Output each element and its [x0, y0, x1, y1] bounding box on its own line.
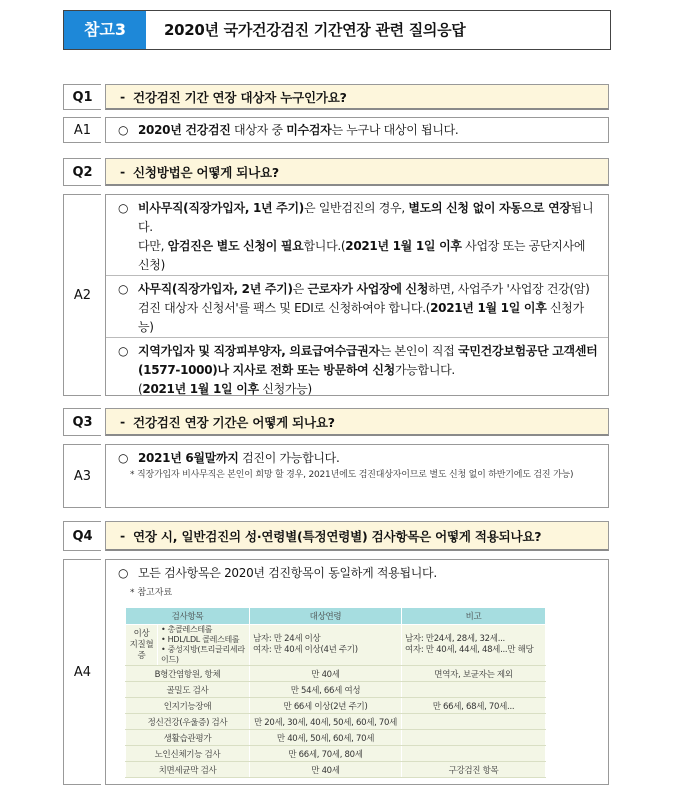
answer-text: ( — [138, 382, 143, 396]
table-row — [126, 682, 546, 698]
table-cell-note: 면역자, 보균자는 제외 — [402, 666, 546, 682]
circle-bullet-icon: ○ — [118, 566, 129, 580]
answer-text-bold: 2021년 1월 1일 이후 — [430, 301, 547, 315]
table-cell-age: 만 66세, 70세, 80세 — [250, 746, 402, 762]
answer-text: 모든 검사항목은 2020년 검진항목이 동일하게 적용됩니다. — [138, 566, 437, 580]
question-text — [105, 158, 609, 186]
answer-row-1 — [63, 117, 609, 143]
table-cell-age: 만 20세, 30세, 40세, 50세, 60세, 70세 — [250, 714, 402, 730]
table-header-cell: 검사항목 — [126, 608, 250, 625]
question-label: Q3 — [63, 408, 101, 436]
answer-text: 합니다.( — [303, 239, 346, 253]
answer-text-bold: 사무직(직장가입자, 2년 주기) — [138, 282, 293, 296]
table-cell-age: 만 66세 이상(2년 주기) — [250, 698, 402, 714]
answer-text-bold: 비사무직(직장가입자, 1년 주기) — [138, 201, 304, 215]
answer-text-bold: 2021년 1월 1일 이후 — [345, 239, 462, 253]
dash-mark: - — [120, 89, 125, 104]
answer-label: A2 — [63, 194, 101, 396]
question-text — [105, 84, 609, 110]
answer-text: 은 — [292, 282, 308, 296]
table-cell-age: 남자: 만 24세 이상 여자: 만 40세 이상(4년 주기) — [250, 625, 402, 666]
answer-item — [106, 275, 608, 337]
answer-text-bold: 미수검자 — [286, 123, 332, 137]
answer-text: 됩니다. — [138, 201, 594, 234]
answer-text: 사업장 또는 공단지사에 신청) — [138, 239, 586, 272]
answer-text: 은 일반검진의 경우, — [303, 201, 409, 215]
answer-row-2 — [63, 194, 609, 396]
answer-text: 검진이 가능합니다. — [238, 451, 340, 465]
table-cell-note — [402, 730, 546, 746]
answer-text-bold: 2021년 6월말까지 — [138, 451, 239, 465]
table-cell-note: 구강검진 항목 — [402, 762, 546, 778]
table-cell-item: 노인신체기능 검사 — [126, 746, 250, 762]
table-cell-note — [402, 682, 546, 698]
table-cell-note: 남자: 만24세, 28세, 32세... 여자: 만 40세, 44세, 48세...만 해당 — [402, 625, 546, 666]
question-row-4 — [63, 521, 609, 551]
answer-text-bold: 2020년 건강검진 — [138, 123, 231, 137]
answer-text-bold: 근로자가 사업장에 신청 — [307, 282, 429, 296]
table-cell-note — [402, 746, 546, 762]
question-text — [105, 408, 609, 436]
table-header-row — [126, 608, 546, 625]
answer-text-bold: 암검진은 별도 신청이 필요 — [167, 239, 304, 253]
answer-box — [105, 194, 609, 396]
question-label: Q1 — [63, 84, 101, 110]
answer-text: 는 본인이 직접 — [379, 344, 459, 358]
table-cell-item: 정신건강(우울증) 검사 — [126, 714, 250, 730]
circle-bullet-icon: ○ — [118, 123, 129, 137]
table-cell-item: 치면세균막 검사 — [126, 762, 250, 778]
table-cell-item: 생활습관평가 — [126, 730, 250, 746]
answer-item — [106, 445, 608, 468]
circle-bullet-icon: ○ — [118, 282, 129, 296]
answer-label: A1 — [63, 117, 101, 143]
circle-bullet-icon: ○ — [118, 344, 129, 358]
answer-row-3 — [63, 444, 609, 508]
footnote: * 직장가입자 비사무직은 본인이 희망 할 경우, 2021년에도 검진대상자이므로 별도 신청 없이 하반기에도 검진 가능) — [130, 470, 574, 480]
table-cell-note: 만 66세, 68세, 70세... — [402, 698, 546, 714]
question-text — [105, 521, 609, 551]
answer-item — [106, 195, 608, 275]
question-row-3 — [63, 408, 609, 436]
answer-label: A4 — [63, 559, 101, 785]
answer-text: 신청가능) — [138, 301, 584, 334]
answer-item — [106, 337, 608, 395]
reference-table — [125, 607, 546, 778]
answer-text-bold: 지역가입자 및 직장피부양자, 의료급여수급권자 — [138, 344, 380, 358]
answer-item — [106, 118, 608, 144]
table-cell-age: 만 40세 — [250, 762, 402, 778]
reference-note: * 참고자료 — [130, 588, 173, 598]
table-row — [126, 762, 546, 778]
answer-text: 다만, — [138, 239, 168, 253]
table-header-cell: 대상연령 — [250, 608, 402, 625]
table-row — [126, 746, 546, 762]
table-cell-age: 만 40세 — [250, 666, 402, 682]
answer-text-bold: 국민건강보험공단 고객센터(1577-1000)나 지사로 전화 또는 방문하여 신청 — [138, 344, 598, 377]
answer-text-bold: 2021년 1월 1일 이후 — [142, 382, 259, 396]
reference-badge: 참고3 — [64, 11, 146, 49]
circle-bullet-icon: ○ — [118, 451, 129, 465]
answer-text: 가능합니다. — [394, 363, 455, 377]
answer-box — [105, 117, 609, 143]
table-header-cell: 비고 — [402, 608, 546, 625]
table-cell-age: 만 40세, 50세, 60세, 70세 — [250, 730, 402, 746]
table-cell-item: B형간염항원, 항체 — [126, 666, 250, 682]
table-row — [126, 666, 546, 682]
dash-mark: - — [120, 528, 125, 543]
table-row — [126, 698, 546, 714]
table-row — [126, 625, 546, 666]
answer-text-bold: 별도의 신청 없이 자동으로 연장 — [408, 201, 571, 215]
question-body: 건강검진 연장 기간은 어떻게 되나요? — [133, 414, 335, 430]
document-header — [63, 10, 611, 50]
table-cell-category: 이상 지질혈증 — [126, 625, 158, 666]
question-row-1 — [63, 84, 609, 110]
answer-item — [106, 560, 608, 583]
question-body: 건강검진 기간 연장 대상자 누구인가요? — [133, 89, 347, 105]
question-body: 신청방법은 어떻게 되나요? — [133, 164, 279, 180]
document-title: 2020년 국가건강검진 기간연장 관련 질의응답 — [164, 21, 466, 39]
table-cell-note — [402, 714, 546, 730]
answer-box — [105, 444, 609, 508]
table-cell-item: 골밀도 검사 — [126, 682, 250, 698]
table-cell-age: 만 54세, 66세 여성 — [250, 682, 402, 698]
circle-bullet-icon: ○ — [118, 201, 129, 215]
dash-mark: - — [120, 414, 125, 429]
question-row-2 — [63, 158, 609, 186]
dash-mark: - — [120, 164, 125, 179]
table-row — [126, 730, 546, 746]
table-cell-item: • 총콜레스테롤 • HDL/LDL 콜레스테롤 • 중성지방(트리글리세라이드) — [158, 625, 250, 666]
table-cell-item: 인지기능장애 — [126, 698, 250, 714]
answer-text: 는 누구나 대상이 됩니다. — [331, 123, 459, 137]
answer-text: 하면, 사업주가 '사업장 건강(암)검진 대상자 신청서'를 팩스 및 EDI로 신청하여야 합니다.( — [138, 282, 590, 315]
question-body: 연장 시, 일반검진의 성·연령별(특정연령별) 검사항목은 어떻게 적용되나요? — [133, 528, 542, 544]
answer-text: 신청가능) — [258, 382, 312, 396]
answer-text: 대상자 중 — [230, 123, 287, 137]
table-row — [126, 714, 546, 730]
question-label: Q2 — [63, 158, 101, 186]
answer-label: A3 — [63, 444, 101, 508]
question-label: Q4 — [63, 521, 101, 551]
